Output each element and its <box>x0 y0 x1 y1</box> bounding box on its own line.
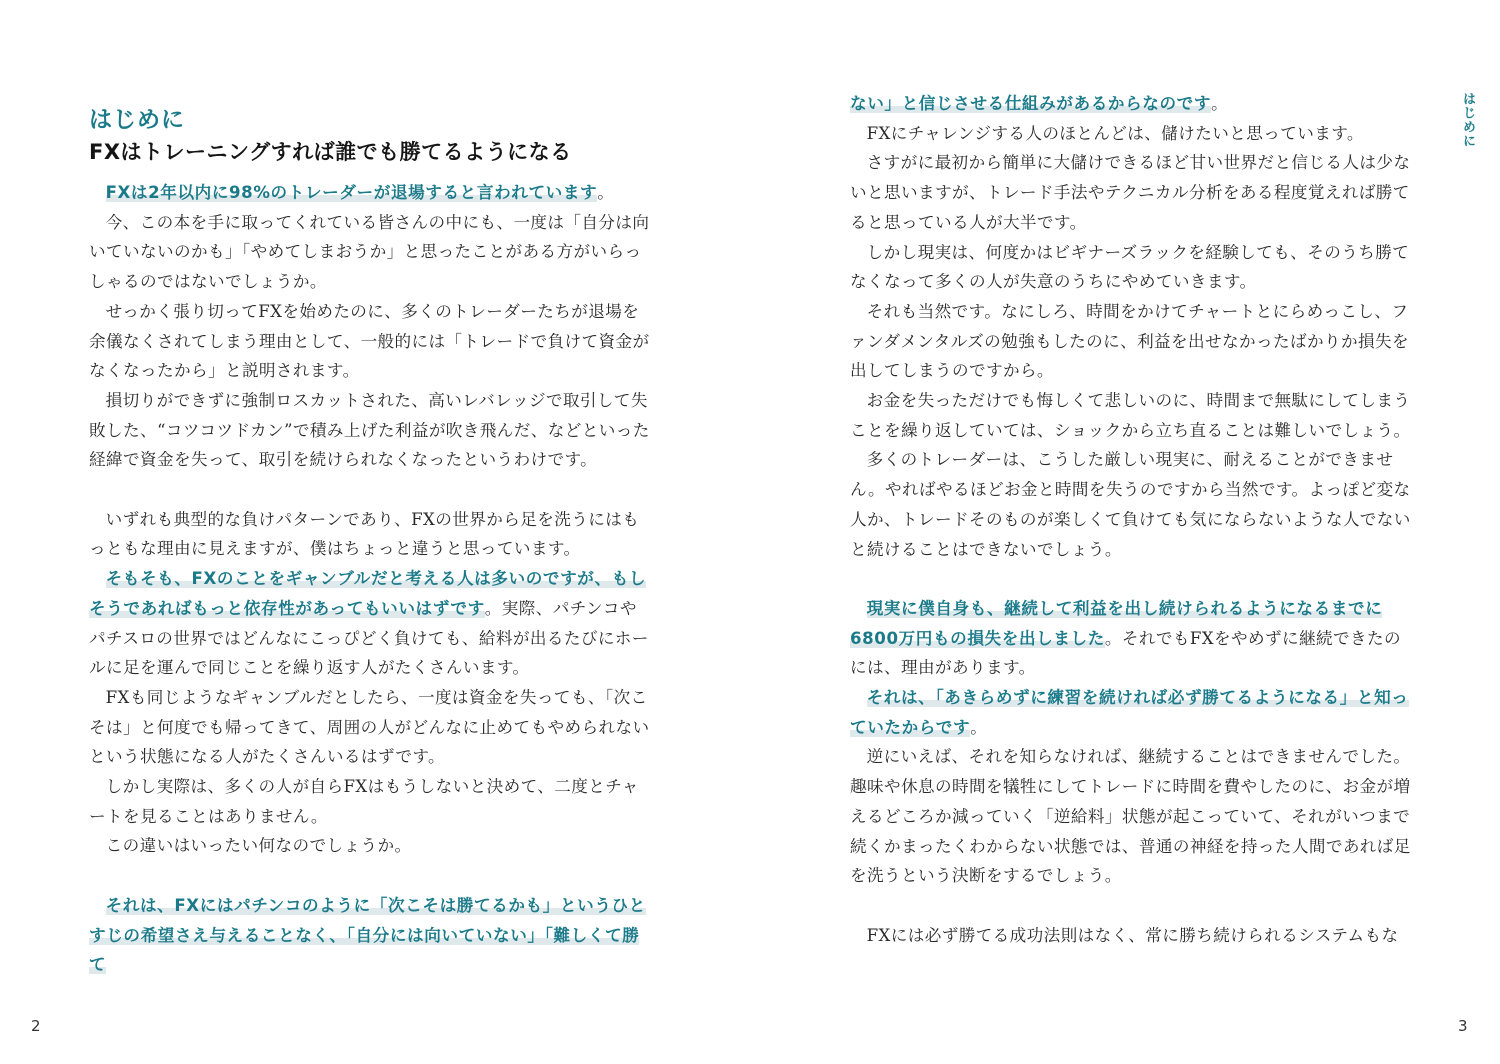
sentence-tail: 。それでもFXをやめずに継続できたのには、理由があります。 <box>850 628 1401 678</box>
sentence-tail: 。 <box>970 717 988 737</box>
paragraph-continued <box>850 89 1412 119</box>
paragraph: FXも同じようなギャンブルだとしたら、一度は資金を失っても、「次こそは」と何度でも帰ってきて、周囲の人がどんなに止めてもやめられないという状態になる人がたくさんいるはずです。 <box>89 687 650 767</box>
highlighted-sentence: FXは2年以内に98%のトレーダーが退場すると言われています <box>105 183 598 202</box>
highlighted-sentence: それは、FXにはパチンコのように「次こそは勝てるかも」というひとすじの希望さえ与えることなく、「自分には向いていない」「難しくて勝て <box>89 895 646 975</box>
paragraph: 多くのトレーダーは、こうした厳しい現実に、耐えることができません。やればやるほどお金と時間を失うのですから当然です。よっぽど変な人か、トレードそのものが楽しくて負けても気にならないような人でないと続けることはできないでしょう。 <box>850 450 1411 559</box>
section-label: はじめに <box>89 107 185 133</box>
paragraph: お金を失っただけでも悔しくて悲しいのに、時間まで無駄にしてしまうことを繰り返していては、ショックから立ち直ることは難しいでしょう。 <box>850 391 1411 440</box>
paragraph <box>850 594 1412 683</box>
highlighted-sentence: 現実に僕自身も、継続して利益を出し続けられるようになるまでに6800万円もの損失を出しました <box>850 598 1383 648</box>
paragraph: いずれも典型的な負けパターンであり、FXの世界から足を洗うにはもっともな理由に見えますが、僕はちょっと違うと思っています。 <box>89 509 640 559</box>
sentence-tail: 。 <box>597 183 615 202</box>
page-number: 3 <box>1458 1017 1468 1035</box>
paragraph: FXには必ず勝てる成功法則はなく、常に勝ち続けられるシステムもな <box>866 925 1399 945</box>
paragraph: この違いはいったい何なのでしょうか。 <box>105 836 412 856</box>
left-body-text <box>89 178 651 980</box>
paragraph: 損切りができずに強制ロスカットされた、高いレバレッジで取引して失敗した、“コツコツドカン”で積み上げた利益が吹き飛んだ、などといった経緯で資金を失って、取引を続けられなくなったというわけです。 <box>89 390 650 470</box>
right-page <box>750 0 1500 1064</box>
paragraph <box>850 683 1412 742</box>
paragraph-spacer <box>850 891 1412 921</box>
highlighted-sentence: それは、「あきらめずに練習を続ければ必ず勝てるようになる」と知っていたからです <box>850 688 1409 737</box>
paragraph: 今、この本を手に取ってくれている皆さんの中にも、一度は「自分は向いていないのかも」「やめてしまおうか」と思ったことがある方がいらっしゃるのではないでしょうか。 <box>89 212 650 292</box>
right-body-text <box>850 89 1412 950</box>
paragraph <box>89 564 651 683</box>
sentence-tail: 。 <box>1211 94 1229 113</box>
paragraph: 逆にいえば、それを知らなければ、継続することはできませんでした。趣味や休息の時間を犠牲にしてトレードに時間を費やしたのに、お金が増えるどころか減っていく「逆給料」状態が起こっていて、それがいつまで続くかまったくわからない状態では、普通の神経を持った人間であれば足を洗うという決断をするでしょう。 <box>850 747 1411 886</box>
highlighted-sentence: ない」と信じさせる仕組みがあるからなのです <box>850 94 1212 113</box>
paragraph: しかし現実は、何度かはビギナーズラックを経験しても、そのうち勝てなくなって多くの人が失意のうちにやめていきます。 <box>850 242 1410 292</box>
paragraph: それも当然です。なにしろ、時間をかけてチャートとにらめっこし、ファンダメンタルズの勉強もしたのに、利益を出せなかったばかりか損失を出してしまうのですから。 <box>850 301 1409 381</box>
sentence-tail: 。実際、パチンコやパチスロの世界ではどんなにこっぴどく負けても、給料が出るたびにホールに足を運んで同じことを繰り返す人がたくさんいます。 <box>89 598 649 678</box>
paragraph: せっかく張り切ってFXを始めたのに、多くのトレーダーたちが退場を余儀なくされてしまう理由として、一般的には「トレードで負けて資金がなくなったから」と説明されます。 <box>89 301 650 381</box>
paragraph-spacer <box>89 861 651 891</box>
paragraph: しかし実際は、多くの人が自らFXはもうしないと決めて、二度とチャートを見ることはありません。 <box>89 777 639 826</box>
paragraph-spacer <box>850 564 1412 594</box>
page-number: 2 <box>31 1017 41 1035</box>
paragraph <box>89 178 651 208</box>
running-head: はじめに <box>1460 92 1475 148</box>
paragraph-spacer <box>89 475 651 505</box>
paragraph <box>89 891 651 980</box>
paragraph: FXにチャレンジする人のほとんどは、儲けたいと思っています。 <box>866 123 1364 143</box>
chapter-headline: FXはトレーニングすれば誰でも勝てるようになる <box>89 140 572 164</box>
highlighted-sentence: そもそも、FXのことをギャンブルだと考える人は多いのですが、もしそうであればもっと依存性があってもいいはずです <box>89 569 647 618</box>
paragraph: さすがに最初から簡単に大儲けできるほど甘い世界だと信じる人は少ないと思いますが、トレード手法やテクニカル分析をある程度覚えれば勝てると思っている人が大半です。 <box>850 153 1411 232</box>
